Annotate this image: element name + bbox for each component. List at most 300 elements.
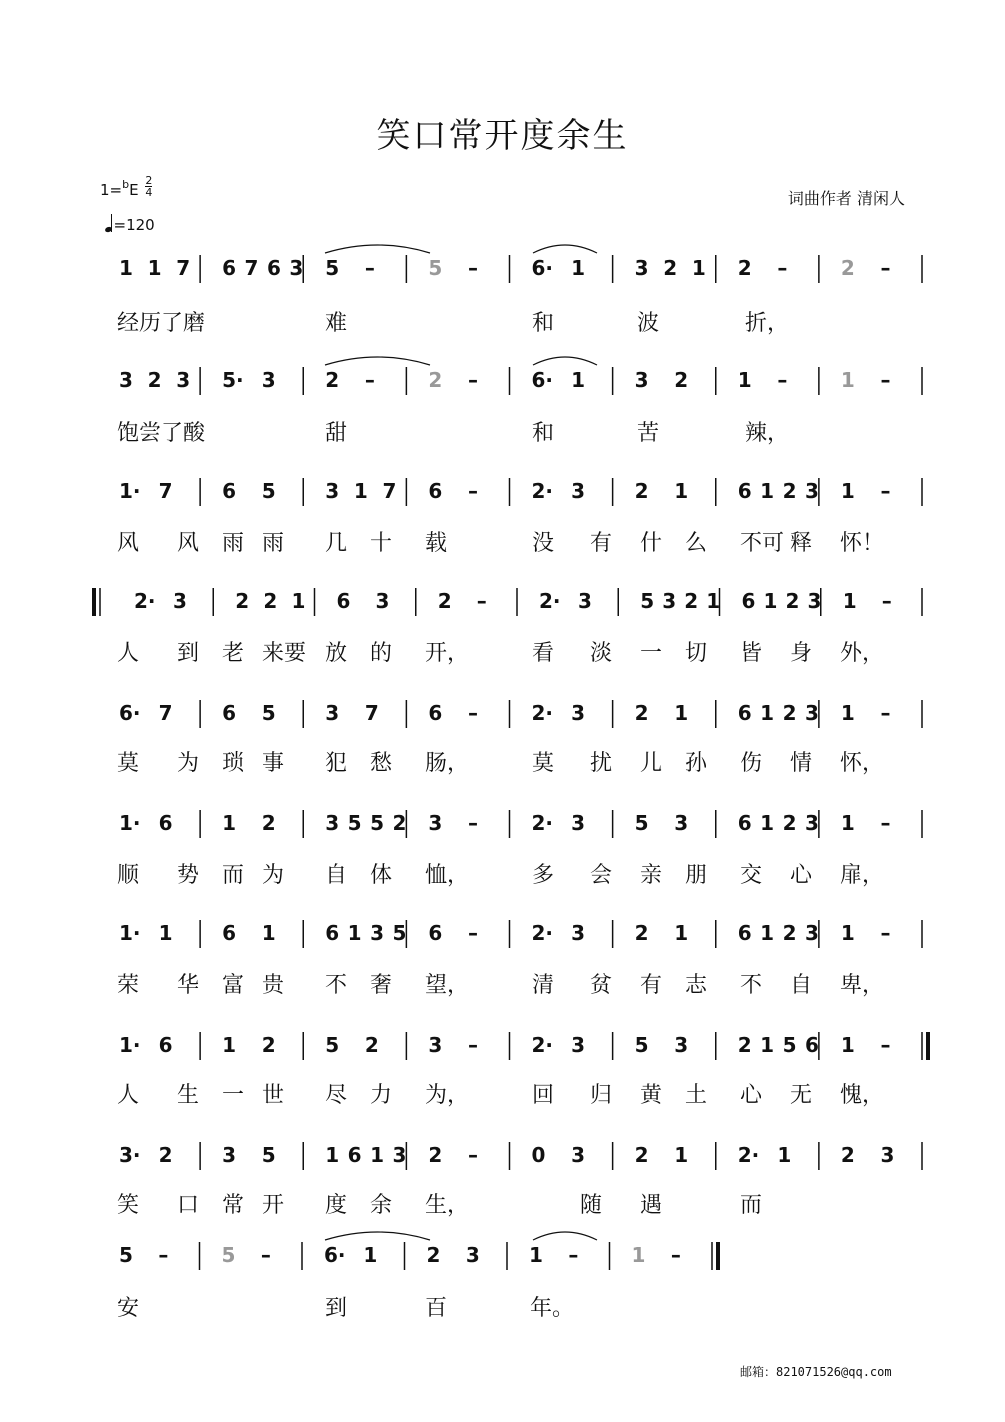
jianpu-note: 2 [840, 1143, 855, 1167]
jianpu-note: 3 [577, 589, 592, 613]
lyric-syllable: 恤， [425, 863, 470, 888]
jianpu-note: 6 [737, 921, 752, 945]
jianpu-note: 2 [392, 811, 407, 835]
lyric-syllable: 到 [325, 1296, 348, 1321]
lyric-syllable: 随 [580, 1193, 603, 1218]
jianpu-note: 2 [663, 256, 678, 280]
lyric-syllable: 不 [740, 973, 763, 998]
lyric-syllable: 放 [325, 641, 348, 666]
jianpu-note: 5 [261, 701, 276, 725]
jianpu-note: 2 [147, 368, 162, 392]
jianpu-note: 6 [347, 1143, 362, 1167]
lyric-syllable: 富 [222, 973, 245, 998]
jianpu-note: – [880, 479, 891, 503]
lyric-syllable: 愧， [840, 1083, 885, 1108]
lyric-syllable: 琐 [222, 751, 245, 776]
lyric-syllable: 不 [325, 973, 348, 998]
flat-sign: b [122, 178, 130, 191]
lyric-syllable: 情 [790, 751, 813, 776]
jianpu-note: 3 [571, 701, 586, 725]
jianpu-note: 3 [880, 1143, 895, 1167]
jianpu-note: 6 [805, 1033, 819, 1057]
jianpu-note: 6 [222, 701, 237, 725]
lyric-syllable: 开 [262, 1193, 285, 1218]
jianpu-note: 1 [691, 256, 706, 280]
jianpu-note: 5 [782, 1033, 797, 1057]
jianpu-note: 7 [382, 479, 397, 503]
jianpu-note: – [880, 921, 891, 945]
tempo-value: =120 [113, 216, 155, 234]
jianpu-note: 5 [325, 256, 340, 280]
jianpu-note: 3 [222, 1143, 237, 1167]
jianpu-note: 2· [134, 589, 156, 613]
jianpu-note: 6 [737, 701, 752, 725]
jianpu-note: 2 [782, 479, 797, 503]
lyric-syllable: 切 [685, 641, 708, 666]
jianpu-note: 1 [760, 811, 775, 835]
jianpu-note: 1 [840, 811, 855, 835]
jianpu-note: 2 [426, 1243, 441, 1267]
jianpu-note: 6 [737, 811, 752, 835]
jianpu-note: 2 [634, 479, 649, 503]
jianpu-note: 1 [763, 589, 778, 613]
jianpu-note: 2· [531, 811, 554, 835]
lyric-syllable: 一 [222, 1083, 245, 1108]
jianpu-note: 1 [674, 921, 689, 945]
lyric-syllable: 心 [740, 1083, 763, 1108]
jianpu-note: 1 [760, 1033, 775, 1057]
jianpu-note: 1 [760, 921, 775, 945]
lyric-syllable: 来要 [262, 641, 307, 666]
jianpu-note: – [880, 811, 891, 835]
jianpu-note: 3 [571, 1143, 586, 1167]
jianpu-note: – [468, 701, 479, 725]
lyric-syllable: 百 [425, 1296, 448, 1321]
lyric-syllable: 望， [425, 973, 470, 998]
jianpu-note: 7 [158, 701, 173, 725]
lyric-syllable: 为 [262, 863, 285, 888]
lyric-syllable: 尽 [325, 1083, 348, 1108]
jianpu-note: 2· [531, 479, 554, 503]
jianpu-note: 1 [529, 1243, 543, 1267]
jianpu-note: 1· [119, 1033, 141, 1057]
jianpu-note: 5 [221, 1243, 236, 1267]
jianpu-note: 1 [674, 1143, 689, 1167]
jianpu-note: 1 [158, 921, 173, 945]
lyric-syllable: 土 [685, 1083, 708, 1108]
lyric-syllable: 苦 [637, 421, 660, 446]
lyric-syllable: 淡 [590, 641, 613, 666]
lyric-syllable: 体 [370, 863, 393, 888]
lyric-syllable: 而 [740, 1193, 763, 1218]
jianpu-note: 1 [353, 479, 368, 503]
lyric-syllable: 回 [532, 1083, 555, 1108]
jianpu-note: 2 [737, 256, 752, 280]
jianpu-note: 6· [119, 701, 141, 725]
jianpu-note: 6 [737, 479, 752, 503]
jianpu-note: 1 [840, 921, 855, 945]
lyric-syllable: 儿 [640, 751, 663, 776]
jianpu-note: 7 [158, 479, 173, 503]
jianpu-note: 3 [375, 589, 390, 613]
jianpu-note: 3 [571, 811, 586, 835]
jianpu-note: 2 [840, 256, 855, 280]
jianpu-note: 2 [437, 589, 452, 613]
lyric-syllable: 愁 [370, 751, 393, 776]
lyric-syllable: 有 [640, 973, 663, 998]
jianpu-note: 3 [176, 368, 191, 392]
lyric-syllable: 的 [370, 641, 393, 666]
jianpu-note: 3 [805, 701, 819, 725]
jianpu-note: 5 [261, 1143, 276, 1167]
lyric-syllable: 雨 [222, 531, 245, 556]
jianpu-note: 3 [465, 1243, 480, 1267]
author-credit: 词曲作者 清闲人 [787, 189, 905, 208]
jianpu-note: 2 [158, 1143, 173, 1167]
lyric-syllable: 无 [790, 1083, 813, 1108]
lyric-syllable: 口 [177, 1193, 200, 1218]
jianpu-note: – [468, 921, 479, 945]
jianpu-note: 3 [325, 701, 340, 725]
jianpu-note: 1 [674, 479, 689, 503]
jianpu-note: 2· [539, 589, 561, 613]
jianpu-note: 2· [531, 921, 554, 945]
lyric-syllable: 几 [325, 531, 348, 556]
tie-arc [533, 245, 597, 253]
jianpu-note: 3 [571, 921, 586, 945]
lyric-syllable: 顺 [117, 863, 140, 888]
lyric-syllable: 余 [370, 1193, 393, 1218]
lyric-syllable: 事 [262, 751, 285, 776]
jianpu-note: 1 [261, 921, 276, 945]
jianpu-note: 1 [777, 1143, 792, 1167]
jianpu-note: 2 [634, 921, 649, 945]
jianpu-note: 5 [634, 1033, 649, 1057]
jianpu-note: 2· [737, 1143, 760, 1167]
jianpu-note: 2 [684, 589, 699, 613]
lyric-syllable: 朋 [685, 863, 708, 888]
lyric-syllable: 贫 [590, 973, 613, 998]
lyric-syllable: 伤 [740, 751, 763, 776]
lyric-syllable: 志 [685, 973, 708, 998]
jianpu-note: 3 [289, 256, 304, 280]
jianpu-note: 2 [261, 811, 276, 835]
jianpu-note: 1 [674, 701, 689, 725]
jianpu-note: 2 [325, 368, 340, 392]
tie-arc [325, 245, 430, 253]
jianpu-note: 5· [222, 368, 244, 392]
song-title: 笑口常开度余生 [376, 116, 629, 156]
jianpu-note: 2 [428, 1143, 443, 1167]
lyric-syllable: 人 [117, 641, 140, 666]
jianpu-note: 1 [840, 701, 855, 725]
jianpu-note: 1 [840, 368, 855, 392]
footer-email: 邮箱：821071526@qq.com [740, 1365, 892, 1379]
lyric-syllable: 生 [177, 1083, 200, 1108]
jianpu-note: 7 [244, 256, 259, 280]
jianpu-note: 2· [531, 701, 554, 725]
lyric-syllable: 折， [745, 311, 790, 336]
lyric-syllable: 而 [222, 863, 245, 888]
lyric-syllable: 交 [740, 863, 763, 888]
lyric-syllable: 么 [685, 531, 708, 556]
jianpu-note: 3 [807, 589, 822, 613]
jianpu-note: 6 [266, 256, 281, 280]
jianpu-note: 2 [634, 701, 649, 725]
lyric-syllable: 经历了磨 [117, 311, 206, 336]
jianpu-note: 6 [158, 811, 173, 835]
jianpu-note: – [364, 256, 375, 280]
jianpu-note: 6 [336, 589, 351, 613]
jianpu-note: 6 [222, 921, 237, 945]
lyric-syllable: 力 [370, 1083, 393, 1108]
lyric-syllable: 难 [325, 311, 348, 336]
jianpu-note: 2· [531, 1033, 554, 1057]
lyric-syllable: 世 [262, 1083, 285, 1108]
lyric-syllable: 亲 [640, 863, 663, 888]
jianpu-note: 3 [428, 811, 443, 835]
lyric-syllable: 皆 [740, 641, 763, 666]
lyric-syllable: 十 [370, 531, 393, 556]
lyric-syllable: 有 [590, 531, 613, 556]
tie-arc [325, 1232, 430, 1240]
jianpu-note: 3 [634, 368, 649, 392]
jianpu-note: 3 [261, 368, 276, 392]
lyric-syllable: 载 [425, 531, 448, 556]
jianpu-note: 7 [176, 256, 191, 280]
lyric-syllable: 释 [790, 531, 813, 556]
jianpu-note: 3 [370, 921, 385, 945]
lyric-syllable: 肠， [425, 751, 470, 776]
lyric-syllable: 自 [790, 973, 813, 998]
jianpu-note: 6 [222, 479, 237, 503]
lyric-syllable: 犯 [325, 751, 348, 776]
jianpu-note: – [568, 1243, 579, 1267]
lyric-syllable: 怀， [840, 751, 885, 776]
jianpu-note: 3 [805, 921, 819, 945]
lyric-syllable: 看 [532, 641, 555, 666]
jianpu-note: 3 [428, 1033, 443, 1057]
jianpu-note: 3 [662, 589, 677, 613]
lyric-syllable: 归 [590, 1083, 613, 1108]
lyric-syllable: 遇 [640, 1193, 663, 1218]
jianpu-note: 2 [261, 1033, 276, 1057]
key-tone: E [129, 181, 139, 199]
jianpu-note: 6 [428, 479, 443, 503]
jianpu-note: 5 [347, 811, 362, 835]
jianpu-note: 5 [428, 256, 443, 280]
lyric-syllable: 贵 [262, 973, 285, 998]
jianpu-note: – [364, 368, 375, 392]
jianpu-note: 2 [782, 811, 797, 835]
jianpu-note: 1 [363, 1243, 378, 1267]
lyric-syllable: 常 [222, 1193, 245, 1218]
lyric-syllable: 辣， [745, 421, 790, 446]
lyric-syllable: 甜 [325, 421, 348, 446]
lyric-syllable: 老 [222, 641, 245, 666]
tie-arc [325, 357, 430, 365]
jianpu-note: 1 [119, 256, 133, 280]
jianpu-note: 3 [571, 1033, 586, 1057]
jianpu-note: 1 [222, 1033, 237, 1057]
lyric-syllable: 莫 [532, 751, 555, 776]
jianpu-note: 7 [364, 701, 379, 725]
lyric-syllable: 孙 [685, 751, 708, 776]
jianpu-note: 2 [782, 701, 797, 725]
jianpu-note: – [468, 368, 479, 392]
lyric-syllable: 生， [425, 1193, 470, 1218]
key-prefix: 1= [100, 181, 123, 199]
time-sig-top: 2 [145, 174, 153, 187]
lyric-syllable: 度 [325, 1193, 348, 1218]
lyric-syllable: 安 [117, 1296, 140, 1321]
jianpu-note: – [880, 701, 891, 725]
jianpu-note: 3 [805, 479, 819, 503]
jianpu-note: 5 [325, 1033, 340, 1057]
jianpu-note: 5 [119, 1243, 133, 1267]
jianpu-note: 6· [324, 1243, 346, 1267]
lyric-syllable: 心 [790, 863, 813, 888]
jianpu-note: – [468, 811, 479, 835]
jianpu-note: 3 [119, 368, 133, 392]
jianpu-note: 2 [634, 1143, 649, 1167]
jianpu-note: 2 [737, 1033, 752, 1057]
jianpu-note: 2 [235, 589, 250, 613]
lyric-syllable: 年。 [530, 1296, 575, 1321]
lyric-syllable: 华 [177, 973, 200, 998]
jianpu-note: 6 [222, 256, 237, 280]
lyric-syllable: 卑， [840, 973, 885, 998]
jianpu-note: 6 [325, 921, 340, 945]
jianpu-note: 6 [741, 589, 756, 613]
lyric-syllable: 会 [590, 863, 613, 888]
jianpu-note: 3 [172, 589, 187, 613]
jianpu-note: 6· [531, 368, 554, 392]
jianpu-note: 2 [674, 368, 689, 392]
jianpu-note: 1 [840, 1033, 855, 1057]
lyric-syllable: 笑 [117, 1193, 140, 1218]
lyric-syllable: 扉， [840, 863, 885, 888]
lyric-syllable: 饱尝了酸 [117, 421, 206, 446]
jianpu-note: 1 [222, 811, 237, 835]
lyric-syllable: 和 [532, 421, 555, 446]
tie-arc [533, 357, 597, 365]
jianpu-note: 3 [674, 811, 689, 835]
jianpu-note: 6· [531, 256, 554, 280]
jianpu-note: 1 [325, 1143, 340, 1167]
jianpu-note: 1 [631, 1243, 646, 1267]
jianpu-note: 6 [428, 921, 443, 945]
jianpu-note: 3· [119, 1143, 141, 1167]
lyric-syllable: 身 [790, 641, 813, 666]
jianpu-note: 1 [840, 479, 855, 503]
jianpu-note: 1 [842, 589, 857, 613]
jianpu-note: 5 [370, 811, 385, 835]
jianpu-note: – [880, 368, 891, 392]
lyric-syllable: 为， [425, 1083, 470, 1108]
lyric-syllable: 怀！ [840, 531, 885, 556]
lyric-syllable: 不可 [740, 531, 785, 556]
tie-arc [533, 1232, 597, 1240]
jianpu-note: 1 [760, 479, 775, 503]
jianpu-note: 2 [263, 589, 278, 613]
lyric-syllable: 势 [177, 863, 200, 888]
jianpu-note: 3 [325, 479, 340, 503]
jianpu-note: 5 [392, 921, 407, 945]
jianpu-note: – [468, 1033, 479, 1057]
lyric-syllable: 风 [177, 531, 200, 556]
jianpu-note: 3 [805, 811, 819, 835]
jianpu-note: 6 [428, 701, 443, 725]
jianpu-note: 3 [634, 256, 649, 280]
lyric-syllable: 波 [637, 311, 660, 336]
jianpu-note: – [158, 1243, 169, 1267]
jianpu-note: – [468, 256, 479, 280]
jianpu-note: – [777, 368, 788, 392]
jianpu-note: 1 [760, 701, 775, 725]
jianpu-note: 6 [158, 1033, 173, 1057]
lyric-syllable: 黄 [640, 1083, 663, 1108]
jianpu-note: 5 [640, 589, 655, 613]
jianpu-note: 1 [147, 256, 162, 280]
lyric-syllable: 没 [532, 531, 555, 556]
jianpu-note: 2 [782, 921, 797, 945]
lyric-syllable: 自 [325, 863, 348, 888]
jianpu-note: 1· [119, 921, 141, 945]
lyric-syllable: 荣 [117, 973, 140, 998]
lyric-syllable: 一 [640, 641, 663, 666]
jianpu-note: 1 [571, 256, 586, 280]
jianpu-note: 1 [370, 1143, 385, 1167]
jianpu-note: 1 [571, 368, 586, 392]
jianpu-note: – [880, 1033, 891, 1057]
lyric-syllable: 多 [532, 863, 555, 888]
jianpu-note: 1· [119, 811, 141, 835]
jianpu-note: 5 [634, 811, 649, 835]
jianpu-note: – [476, 589, 487, 613]
jianpu-note: 3 [674, 1033, 689, 1057]
time-sig-bottom: 4 [145, 186, 153, 199]
jianpu-note: 5 [261, 479, 276, 503]
lyric-syllable: 到 [177, 641, 200, 666]
lyric-syllable: 奢 [370, 973, 393, 998]
jianpu-note: 3 [571, 479, 586, 503]
jianpu-note: 0 [531, 1143, 546, 1167]
lyric-syllable: 和 [532, 311, 555, 336]
jianpu-note: 3 [325, 811, 340, 835]
lyric-syllable: 雨 [262, 531, 285, 556]
jianpu-note: 3 [392, 1143, 407, 1167]
lyric-syllable: 人 [117, 1083, 140, 1108]
jianpu-note: 1 [291, 589, 306, 613]
lyric-syllable: 外， [840, 641, 885, 666]
lyric-syllable: 开， [425, 641, 470, 666]
jianpu-note: 2 [785, 589, 800, 613]
lyric-syllable: 莫 [117, 751, 140, 776]
lyric-syllable: 为 [177, 751, 200, 776]
jianpu-note: – [777, 256, 788, 280]
jianpu-note: 1 [737, 368, 752, 392]
jianpu-note: – [881, 589, 892, 613]
lyric-syllable: 风 [117, 531, 140, 556]
jianpu-note: 1 [706, 589, 721, 613]
lyric-syllable: 扰 [590, 751, 613, 776]
jianpu-note: 2 [364, 1033, 379, 1057]
jianpu-note: – [260, 1243, 271, 1267]
jianpu-note: – [468, 1143, 479, 1167]
jianpu-note: 1· [119, 479, 141, 503]
jianpu-note: – [880, 256, 891, 280]
